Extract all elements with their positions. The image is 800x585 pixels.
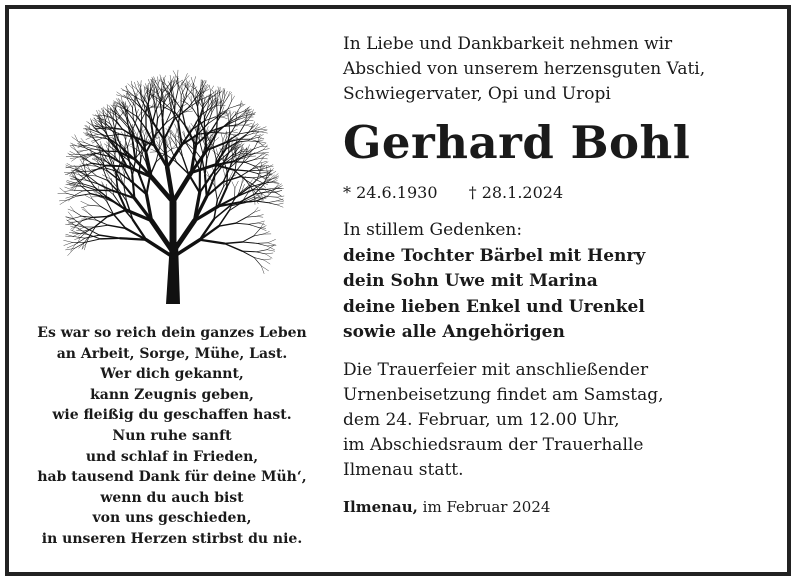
intro-line: Schwiegervater, Opi und Uropi: [343, 84, 611, 104]
poem-line: und schlaf in Frieden,: [85, 448, 259, 465]
mourner-line: deine lieben Enkel und Urenkel: [343, 296, 645, 317]
tree-illustration: [18, 42, 328, 307]
mourner-line: deine Tochter Bärbel mit Henry: [343, 245, 646, 266]
service-line: Urnenbeisetzung findet am Samstag,: [343, 384, 664, 405]
notice-text: [343, 32, 783, 518]
mourner-line: sowie alle Angehörigen: [343, 322, 565, 342]
memorial-poem: [22, 323, 322, 550]
life-dates: [343, 182, 783, 204]
birth-date: * 24.6.1930: [343, 183, 438, 202]
poem-line: kann Zeugnis geben,: [90, 386, 254, 403]
intro-line: In Liebe und Dankbarkeit nehmen wir: [343, 34, 673, 54]
service-line: Die Trauerfeier mit anschließender: [343, 359, 649, 380]
mourner-line: dein Sohn Uwe mit Marina: [343, 271, 598, 291]
place: Ilmenau,: [343, 497, 418, 516]
poem-line: Es war so reich dein ganzes Leben: [37, 325, 307, 341]
poem-line: an Arbeit, Sorge, Mühe, Last.: [56, 345, 288, 362]
death-date: † 28.1.2024: [468, 183, 564, 202]
service-info: [343, 358, 783, 483]
intro-line: Abschied von unserem herzensguten Vati,: [343, 59, 706, 79]
poem-line: von uns geschieden,: [92, 510, 252, 527]
service-line: Ilmenau statt.: [343, 459, 464, 480]
intro-text: [343, 32, 783, 107]
date-line: im Februar 2024: [422, 497, 551, 516]
deceased-name: Gerhard Bohl: [343, 116, 691, 169]
service-line: im Abschiedsraum der Trauerhalle: [343, 434, 644, 455]
signature-line: [343, 496, 783, 518]
poem-line: Wer dich gekannt,: [100, 366, 244, 383]
poem-line: wenn du auch bist: [100, 489, 244, 506]
mourners-block: [343, 218, 783, 346]
memory-heading: In stillem Gedenken:: [343, 220, 523, 240]
poem-line: wie fleißig du geschaffen hast.: [52, 407, 292, 424]
poem-line: in unseren Herzen stirbst du nie.: [41, 530, 303, 547]
poem-line: Nun ruhe sanft: [112, 427, 232, 444]
service-line: dem 24. Februar, um 12.00 Uhr,: [343, 409, 620, 430]
poem-line: hab tausend Dank für deine Müh‘,: [37, 469, 307, 486]
